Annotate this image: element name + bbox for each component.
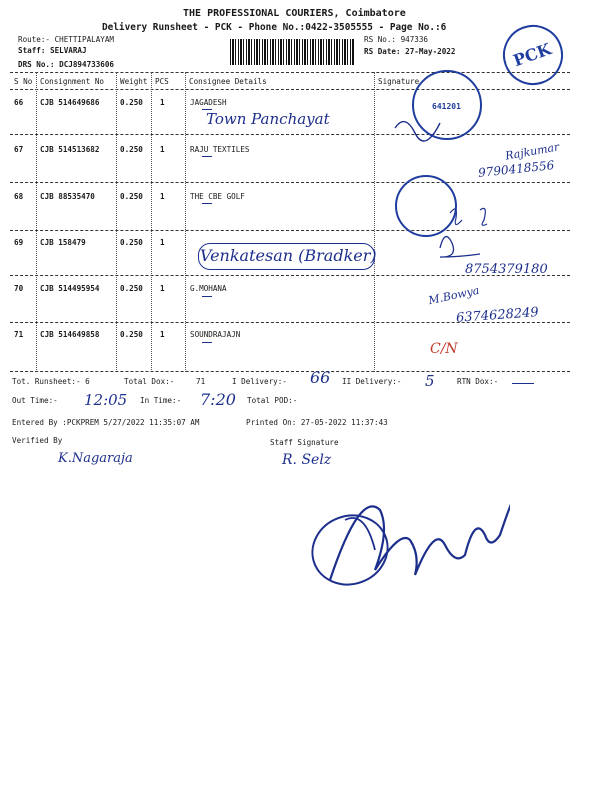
- printed-on: Printed On: 27-05-2022 11:37:43: [246, 418, 388, 427]
- row-consignment: CJB 514649686: [40, 98, 100, 107]
- barcode: [230, 39, 355, 65]
- row-sno: 70: [14, 284, 24, 293]
- verified-signature: K.Nagaraja: [58, 451, 133, 466]
- col-weight: Weight: [120, 77, 148, 86]
- row-consignee: THE CBE GOLF: [190, 192, 245, 201]
- handwritten-phone: 6374628249: [455, 305, 540, 326]
- drs-label: DRS No.: DCJ894733606: [18, 60, 115, 69]
- route-label: Route:- CHETTIPALAYAM: [18, 35, 115, 44]
- handwritten-cn: C/N: [430, 341, 458, 357]
- i-delivery-value: 66: [310, 368, 331, 387]
- round-stamp: 641201: [412, 70, 482, 140]
- col-sep: [151, 72, 152, 372]
- company-title: THE PROFESSIONAL COURIERS, Coimbatore: [183, 8, 406, 19]
- row-weight: 0.250: [120, 238, 143, 247]
- entered-by: Entered By :PCKPREM 5/27/2022 11:35:07 AM: [12, 418, 200, 427]
- col-sep: [36, 72, 37, 372]
- col-sep: [185, 72, 186, 372]
- rs-date: RS Date: 27-May-2022: [364, 47, 456, 56]
- signature-scribbles: [375, 88, 570, 358]
- row-weight: 0.250: [120, 284, 143, 293]
- ii-delivery-value: 5: [425, 372, 435, 390]
- handwritten-consignee: Venkatesan (Bradker): [200, 246, 377, 265]
- tot-runsheet: Tot. Runsheet:- 6: [12, 377, 90, 386]
- row-consignment: CJB 514513682: [40, 145, 100, 154]
- staff-label: Staff: SELVARAJ: [18, 46, 87, 55]
- row-sno: 69: [14, 238, 24, 247]
- row-sno: 67: [14, 145, 24, 154]
- row-sno: 66: [14, 98, 24, 107]
- handwritten-name: M.Bowya: [427, 283, 481, 308]
- total-pod-label: Total POD:-: [247, 396, 298, 405]
- rtn-dox-label: RTN Dox:-: [457, 377, 499, 386]
- row-pcs: 1: [160, 192, 165, 201]
- staff-signature-label: Staff Signature: [270, 438, 339, 447]
- row-pcs: 1: [160, 238, 165, 247]
- row-pcs: 1: [160, 145, 165, 154]
- handwritten-phone: 8754379180: [465, 262, 548, 277]
- row-weight: 0.250: [120, 98, 143, 107]
- col-consignment: Consignment No: [40, 77, 105, 86]
- pck-stamp: PCK: [495, 17, 572, 94]
- total-dox-value: 71: [196, 377, 206, 386]
- row-consignee: JAGADESH: [190, 98, 227, 107]
- staff-signature: R. Selz: [282, 452, 332, 468]
- tick-mark: [202, 203, 212, 204]
- verified-by-label: Verified By: [12, 436, 63, 445]
- runsheet-subtitle: Delivery Runsheet - PCK - Phone No.:0422-3505555 - Page No.:6: [102, 22, 447, 33]
- tick-mark: [202, 342, 212, 343]
- row-weight: 0.250: [120, 192, 143, 201]
- large-signature: [300, 470, 510, 610]
- handwritten-consignee: Town Panchayat: [206, 110, 330, 128]
- row-consignment: CJB 158479: [40, 238, 86, 247]
- in-time-label: In Time:-: [140, 396, 182, 405]
- rs-no: RS No.: 947336: [364, 35, 429, 44]
- handwritten-phone: 9790418556: [477, 158, 555, 180]
- handwritten-oval: [198, 243, 375, 270]
- tick-mark: [202, 296, 212, 297]
- row-weight: 0.250: [120, 145, 143, 154]
- row-consignee: G.MOHANA: [190, 284, 227, 293]
- row-consignment: CJB 514649858: [40, 330, 100, 339]
- col-sep: [116, 72, 117, 372]
- row-pcs: 1: [160, 284, 165, 293]
- total-dox-label: Total Dox:-: [124, 377, 175, 386]
- col-consignee: Consignee Details: [189, 77, 267, 86]
- row-pcs: 1: [160, 330, 165, 339]
- out-time-label: Out Time:-: [12, 396, 58, 405]
- row-consignee: RAJU TEXTILES: [190, 145, 250, 154]
- tick-mark: [202, 156, 212, 157]
- handwritten-name: Rajkumar: [504, 140, 561, 163]
- ii-delivery-label: II Delivery:-: [342, 377, 402, 386]
- table-top-rule: [10, 72, 570, 73]
- row-pcs: 1: [160, 98, 165, 107]
- out-time-value: 12:05: [84, 391, 128, 409]
- row-consignee: SOUNDRAJAJN: [190, 330, 241, 339]
- i-delivery-label: I Delivery:-: [232, 377, 287, 386]
- table-bottom-rule: [10, 371, 570, 372]
- row-consignment: CJB 88535470: [40, 192, 95, 201]
- col-pcs: PCS: [155, 77, 169, 86]
- in-time-value: 7:20: [200, 390, 236, 409]
- col-signature: Signature: [378, 77, 420, 86]
- row-sno: 71: [14, 330, 24, 339]
- row-consignment: CJB 514495954: [40, 284, 100, 293]
- col-sno: S No: [14, 77, 33, 86]
- row-weight: 0.250: [120, 330, 143, 339]
- rtn-dox-dash: [512, 383, 534, 384]
- row-sno: 68: [14, 192, 24, 201]
